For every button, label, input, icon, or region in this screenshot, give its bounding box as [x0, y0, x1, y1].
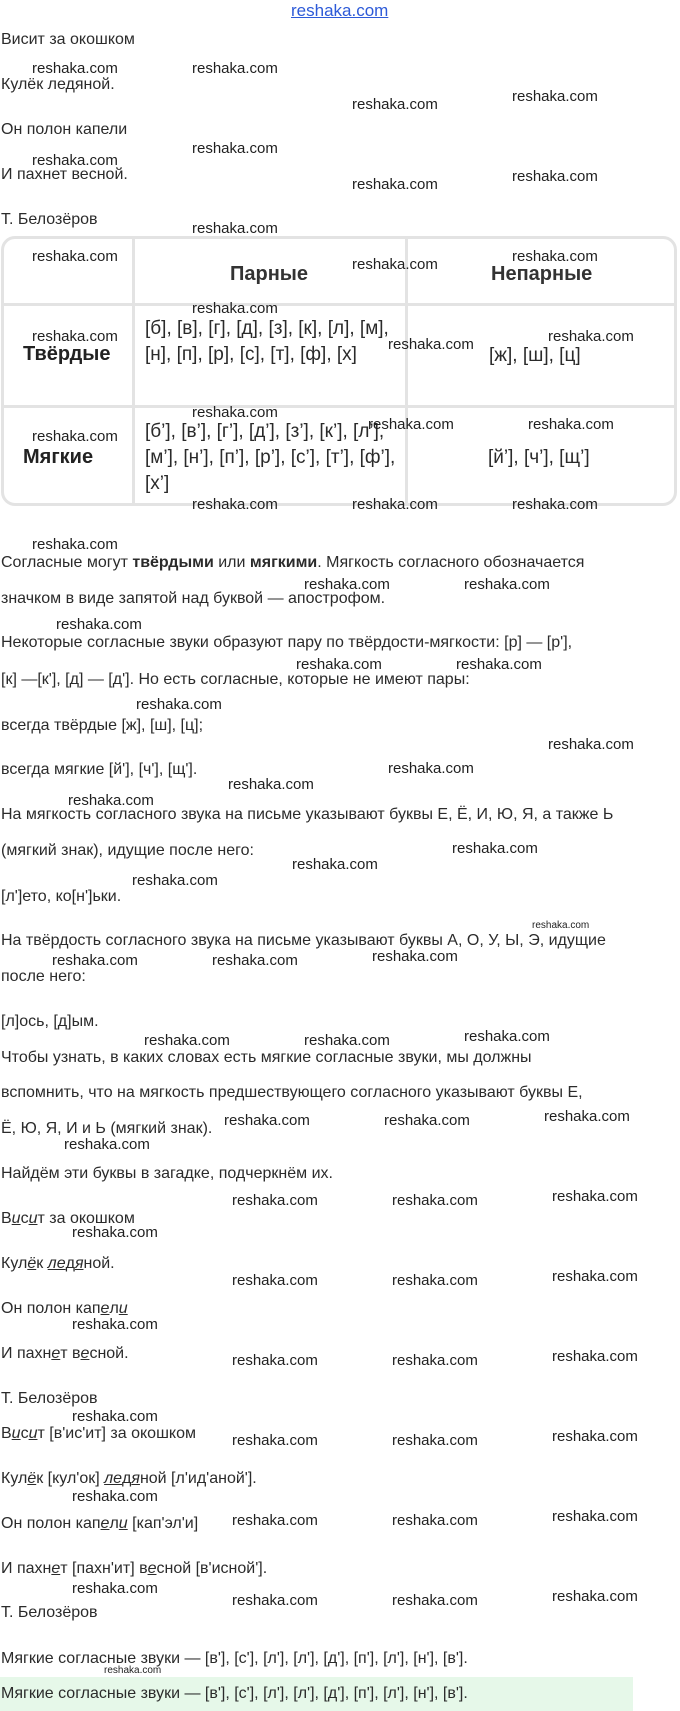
- table-divider: [4, 303, 674, 306]
- paragraph-2-line-2: [к] —[к'], [д] — [д']. Но есть согласные, которые не имеют пары:: [1, 671, 470, 688]
- watermark: reshaka.com: [232, 1512, 318, 1529]
- watermark: reshaka.com: [512, 496, 598, 513]
- watermark: reshaka.com: [464, 1028, 550, 1045]
- watermark: reshaka.com: [232, 1272, 318, 1289]
- watermark: reshaka.com: [192, 60, 278, 77]
- poem-line-4: И пахнет весной.: [1, 166, 128, 183]
- riddle-underlined-line-1: Висит за окошком: [1, 1210, 135, 1227]
- riddle-underlined-line-2: Кулёк ледяной.: [1, 1255, 115, 1272]
- paragraph-2-line-1: Некоторые согласные звуки образуют пару по твёрдости-мягкости: [р] — [р'],: [1, 634, 573, 651]
- riddle-transcription-line-1: Висит [в'ис'ит] за окошком: [1, 1425, 196, 1442]
- watermark: reshaka.com: [548, 736, 634, 753]
- watermark: reshaka.com: [232, 1592, 318, 1609]
- example-hard: [л]ось, [д]ым.: [1, 1013, 99, 1030]
- hard-paired-cell: [б], [в], [г], [д], [з], [к], [л], [м], [н], [п], [р], [с], [т], [ф], [х]: [145, 318, 389, 365]
- paragraph-5-line-2: вспомнить, что на мягкость предшествующего согласного указывают буквы Е,: [1, 1084, 583, 1101]
- watermark: reshaka.com: [104, 1665, 162, 1676]
- paragraph-6: Найдём эти буквы в загадке, подчеркнём их.: [1, 1165, 333, 1182]
- consonants-table: [1, 236, 677, 506]
- watermark: reshaka.com: [392, 1192, 478, 1209]
- riddle-transcription-author: Т. Белозёров: [1, 1604, 98, 1621]
- riddle-underlined-line-4: И пахнет весной.: [1, 1345, 129, 1362]
- table-divider: [132, 239, 135, 503]
- watermark: reshaka.com: [528, 416, 614, 433]
- watermark: reshaka.com: [212, 952, 298, 969]
- watermark: reshaka.com: [72, 1316, 158, 1333]
- paragraph-4-line-2: после него:: [1, 968, 86, 985]
- watermark: reshaka.com: [388, 760, 474, 777]
- paragraph-1-line-1: Согласные могут твёрдыми или мягкими. Мягкость согласного обозначается: [1, 554, 585, 571]
- watermark: reshaka.com: [552, 1268, 638, 1285]
- watermark: reshaka.com: [392, 1272, 478, 1289]
- row-hard-label: Твёрдые: [23, 343, 111, 365]
- watermark: reshaka.com: [72, 1224, 158, 1241]
- riddle-author: Т. Белозёров: [1, 1390, 98, 1407]
- watermark: reshaka.com: [232, 1192, 318, 1209]
- soft-paired-cell: [б’], [в’], [г’], [д’], [з’], [к’], [л’], [м’], [н’], [п’], [р’], [с’], [т’], [ф’], [х’]: [145, 421, 396, 494]
- watermark: reshaka.com: [392, 1512, 478, 1529]
- watermark: reshaka.com: [388, 336, 474, 353]
- riddle-transcription-line-4: И пахнет [пахн'ит] весной [в'исной'].: [1, 1560, 268, 1577]
- watermark: reshaka.com: [352, 256, 438, 273]
- site-logo-link[interactable]: reshaka.com: [291, 1, 389, 20]
- riddle-transcription-line-3: Он полон капели [кап'эл'и]: [1, 1515, 199, 1532]
- watermark: reshaka.com: [552, 1508, 638, 1525]
- watermark: reshaka.com: [372, 948, 458, 965]
- watermark: reshaka.com: [552, 1188, 638, 1205]
- table-divider: [4, 405, 674, 408]
- paragraph-5-line-3: Ё, Ю, Я, И и Ь (мягкий знак).: [1, 1120, 213, 1137]
- poem-line-2: Кулёк ледяной.: [1, 76, 115, 93]
- watermark: reshaka.com: [32, 428, 118, 445]
- poem-author: Т. Белозёров: [1, 211, 98, 228]
- watermark: reshaka.com: [72, 1488, 158, 1505]
- watermark: reshaka.com: [296, 656, 382, 673]
- poem-line-3: Он полон капели: [1, 121, 128, 138]
- watermark: reshaka.com: [192, 496, 278, 513]
- result-line: Мягкие согласные звуки — [в'], [с'], [л'], [л'], [д'], [п'], [л'], [н'], [в'].: [1, 1650, 468, 1667]
- watermark: reshaka.com: [132, 872, 218, 889]
- watermark: reshaka.com: [384, 1112, 470, 1129]
- watermark: reshaka.com: [456, 656, 542, 673]
- watermark: reshaka.com: [32, 152, 118, 169]
- watermark: reshaka.com: [144, 1032, 230, 1049]
- watermark: reshaka.com: [32, 60, 118, 77]
- poem-line-1: Висит за окошком: [1, 31, 135, 48]
- watermark: reshaka.com: [228, 776, 314, 793]
- watermark: reshaka.com: [192, 140, 278, 157]
- watermark: reshaka.com: [532, 920, 590, 931]
- watermark: reshaka.com: [544, 1108, 630, 1125]
- watermark: reshaka.com: [352, 96, 438, 113]
- header-paired: Парные: [230, 263, 308, 285]
- watermark: reshaka.com: [392, 1352, 478, 1369]
- watermark: reshaka.com: [464, 576, 550, 593]
- table-divider: [405, 239, 408, 503]
- watermark: reshaka.com: [512, 248, 598, 265]
- watermark: reshaka.com: [512, 88, 598, 105]
- paragraph-1-line-2: значком в виде запятой над буквой — апострофом.: [1, 590, 386, 607]
- paragraph-4-line-1: На твёрдость согласного звука на письме указывают буквы А, О, У, Ы, Э, идущие: [1, 932, 606, 949]
- paragraph-3-line-2: (мягкий знак), идущие после него:: [1, 842, 254, 859]
- watermark: reshaka.com: [304, 1032, 390, 1049]
- watermark: reshaka.com: [136, 696, 222, 713]
- hard-unpaired-cell: [ж], [ш], [ц]: [489, 345, 581, 366]
- watermark: reshaka.com: [72, 1580, 158, 1597]
- watermark: reshaka.com: [192, 404, 278, 421]
- watermark: reshaka.com: [352, 496, 438, 513]
- paragraph-3-line-1: На мягкость согласного звука на письме указывают буквы Е, Ё, И, Ю, Я, а также Ь: [1, 806, 614, 823]
- watermark: reshaka.com: [304, 576, 390, 593]
- watermark: reshaka.com: [68, 792, 154, 809]
- watermark: reshaka.com: [232, 1432, 318, 1449]
- watermark: reshaka.com: [52, 952, 138, 969]
- watermark: reshaka.com: [64, 1136, 150, 1153]
- watermark: reshaka.com: [292, 856, 378, 873]
- watermark: reshaka.com: [392, 1432, 478, 1449]
- watermark: reshaka.com: [32, 536, 118, 553]
- watermark: reshaka.com: [552, 1428, 638, 1445]
- watermark: reshaka.com: [548, 328, 634, 345]
- watermark: reshaka.com: [552, 1348, 638, 1365]
- always-soft-text: всегда мягкие [й'], [ч'], [щ'].: [1, 761, 198, 778]
- watermark: reshaka.com: [224, 1112, 310, 1129]
- always-hard-text: всегда твёрдые [ж], [ш], [ц];: [1, 717, 204, 734]
- row-soft-label: Мягкие: [23, 446, 94, 468]
- paragraph-5-line-1: Чтобы узнать, в каких словах есть мягкие согласные звуки, мы должны: [1, 1049, 532, 1066]
- watermark: reshaka.com: [232, 1352, 318, 1369]
- example-soft: [л']ето, ко[н']ьки.: [1, 888, 122, 905]
- watermark: reshaka.com: [392, 1592, 478, 1609]
- watermark: reshaka.com: [56, 616, 142, 633]
- header-unpaired: Непарные: [491, 263, 593, 285]
- watermark: reshaka.com: [192, 300, 278, 317]
- watermark: reshaka.com: [192, 220, 278, 237]
- watermark: reshaka.com: [32, 248, 118, 265]
- riddle-transcription-line-2: Кулёк [кул'ок] ледяной [л'ид'аной'].: [1, 1470, 257, 1487]
- watermark: reshaka.com: [32, 328, 118, 345]
- riddle-underlined-line-3: Он полон капели: [1, 1300, 128, 1317]
- watermark: reshaka.com: [352, 176, 438, 193]
- answer-line: Мягкие согласные звуки — [в'], [с'], [л'], [л'], [д'], [п'], [л'], [н'], [в'].: [1, 1685, 468, 1702]
- watermark: reshaka.com: [552, 1588, 638, 1605]
- watermark: reshaka.com: [512, 168, 598, 185]
- soft-unpaired-cell: [й’], [ч’], [щ’]: [488, 447, 590, 468]
- watermark: reshaka.com: [452, 840, 538, 857]
- watermark: reshaka.com: [72, 1408, 158, 1425]
- watermark: reshaka.com: [368, 416, 454, 433]
